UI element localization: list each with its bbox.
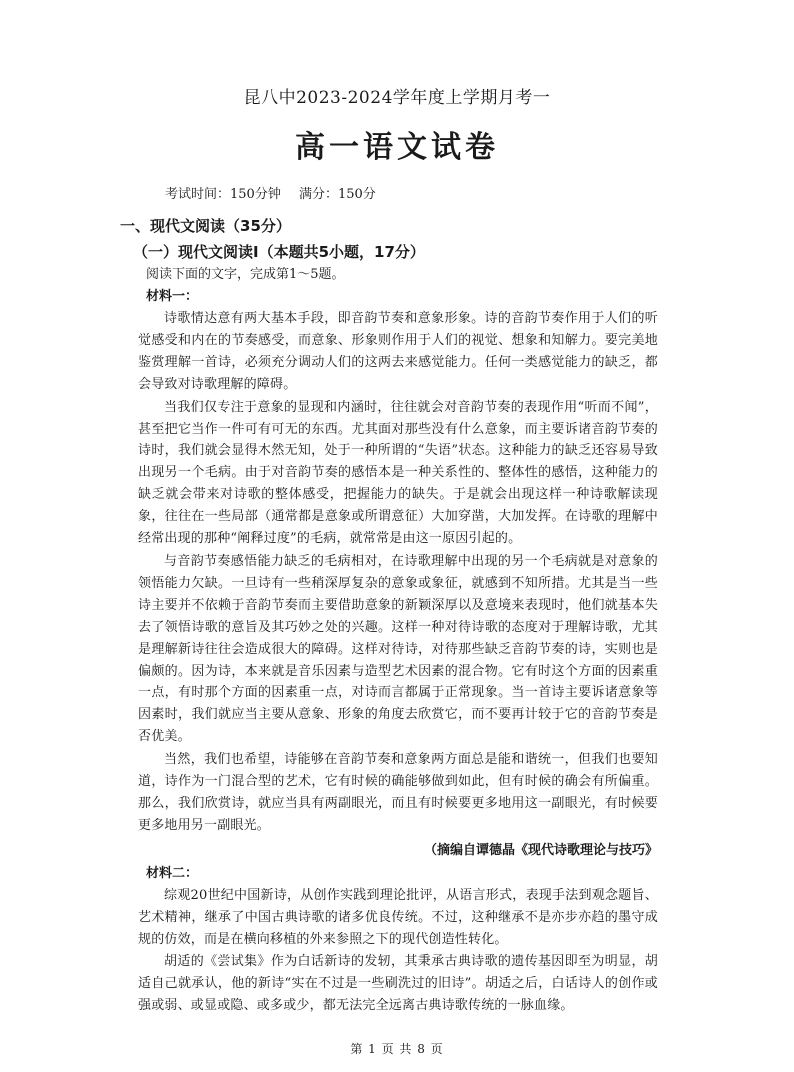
subsection-heading: （一）现代文阅读Ⅰ（本题共5小题，17分） [133,243,425,261]
full-score: 满分：150分 [298,187,376,202]
instruction: 阅读下面的文字，完成第1～5题。 [146,267,345,282]
material1-label: 材料一： [146,289,199,304]
material2-paragraph: 综观20世纪中国新诗，从创作实践到理论批评，从语言形式，表现手法到观念题旨、艺术精神，继承了中国古典诗歌的诸多优良传统。不过，这种继承不是亦步亦趋的墨守成规的仿效，而是在横向移植的外来参照之下的现代创造性转化。 [138,887,658,947]
material1-paragraph: 诗歌情达意有两大基本手段，即音韵节奏和意象形象。诗的音韵节奏作用于人们的听觉感受和内在的节奏感受，而意象、形象则作用于人们的视觉、想象和知解力。要完美地鉴赏理解一首诗，必须充分调动人们的这两去来感觉能力。任何一类感觉能力的缺乏，都会导致对诗歌理解的障碍。 [138,311,658,392]
exam-time: 考试时间：150分钟 [165,187,281,202]
passage-body [138,264,658,1018]
school-title: 昆八中2023-2024学年度上学期月考一 [243,88,551,108]
page-footer: 第 1 页 共 8 页 [350,1042,444,1056]
section-heading: 一、现代文阅读（35分） [120,217,291,235]
material1-citation: （摘编自谭德晶《现代诗歌理论与技巧》 [423,842,658,858]
exam-info [165,183,376,202]
material1-paragraph: 当我们仅专注于意象的显现和内涵时，往往就会对音韵节奏的表现作用“听而不闻”，甚至把它当作一件可有可无的东西。尤其面对那些没有什么意象，而主要诉诸音韵节奏的诗时，我们就会显得木然无知，处于一种所谓的“失语”状态。这种能力的缺乏还容易导致出现另一个毛病。由于对音韵节奏的感悟本是一种关系性的、整体性的感悟，这种能力的缺乏就会带来对诗歌的整体感受，把握能力的缺失。于是就会出现这样一种诗歌解读现象，往往在一些局部（通常都是意象或所谓意征）大加穿凿，大加发挥。在诗歌的理解中经常出现的那种“阐释过度”的毛病，就常常是由这一原因引起的。 [138,399,658,547]
material2-label: 材料二： [146,865,199,881]
material1-paragraph: 与音韵节奏感悟能力缺乏的毛病相对，在诗歌理解中出现的另一个毛病就是对意象的领悟能力欠缺。一旦诗有一些稍深厚复杂的意象或象征，就感到不知所措。尤其是当一些诗主要并不依赖于音韵节奏而主要借助意象的新颖深厚以及意境来表现时，他们就基本失去了领悟诗歌的意旨及其巧妙之处的兴趣。这样一种对待诗歌的态度对于理解诗歌，尤其是理解新诗往往会造成很大的障碍。这样对待诗，对待那些缺乏音韵节奏的诗，实则也是偏颇的。因为诗，本来就是音乐因素与造型艺术因素的混合物。它有时这个方面的因素重一点，有时那个方面的因素重一点，对诗而言都属于正常现象。当一首诗主要诉诸意象等因素时，我们就应当主要从意象、形象的角度去欣赏它，而不要再计较于它的音韵节奏是否优美。 [138,553,658,745]
exam-title: 高一语文试卷 [295,130,499,165]
material1-paragraph: 当然，我们也希望，诗能够在音韵节奏和意象两方面总是能和谐统一，但我们也要知道，诗作为一门混合型的艺术，它有时候的确能够做到如此，但有时候的确会有所偏重。那么，我们欣赏诗，就应当具有两副眼光，而且有时候要更多地用这一副眼光，有时候要更多地用另一副眼光。 [138,752,658,833]
material2-paragraph: 胡适的《尝试集》作为白话新诗的发轫，其秉承古典诗歌的遗传基因即至为明显，胡适自己就承认，他的新诗“实在不过是一些刷洗过的旧诗”。胡适之后，白话诗人的创作或强或弱、或显或隐、或多或少，都无法完全远离古典诗歌传统的一脉血缘。 [138,954,658,1014]
